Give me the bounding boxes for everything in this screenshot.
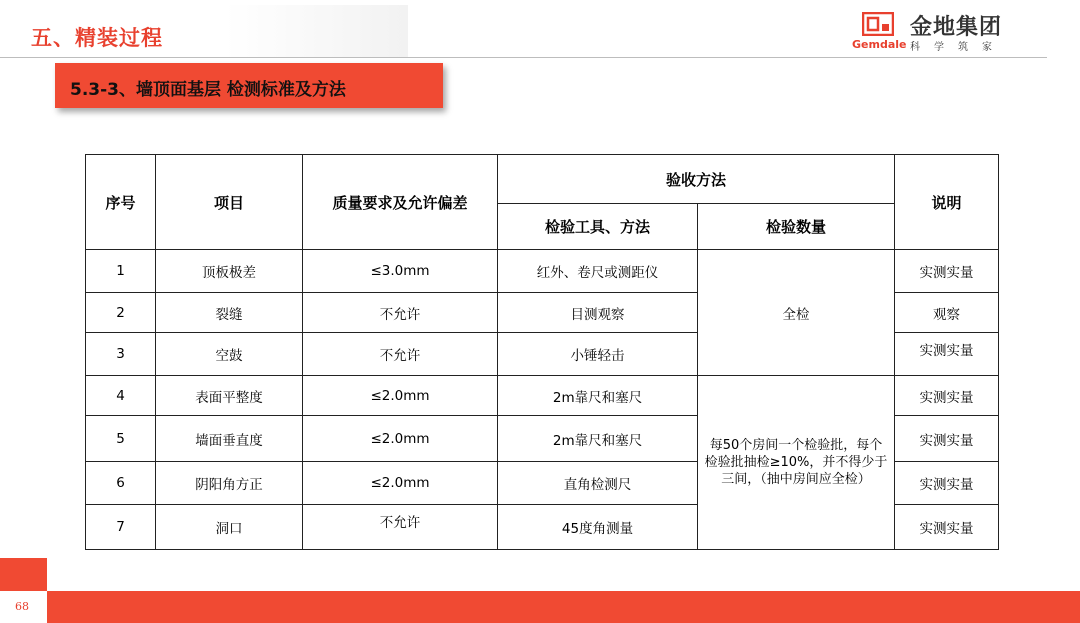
row-note: 观察 [895,293,999,333]
row-note: 实测实量 [895,333,999,376]
row-note: 实测实量 [895,505,999,550]
row-item: 阴阳角方正 [156,462,303,505]
header-index: 序号 [86,155,156,250]
logo-text-cn: 金地集团 [910,15,1003,40]
row-index: 5 [86,416,156,462]
logo-mark-icon [862,12,894,36]
row-note: 实测实量 [895,250,999,293]
row-item: 洞口 [156,505,303,550]
quantity-group-2: 每50个房间一个检验批，每个检验批抽检≥10%，并不得少于三间，（抽中房间应全检） [698,376,895,550]
company-logo [852,10,1037,52]
row-requirement: 不允许 [303,333,498,376]
row-index: 1 [86,250,156,293]
row-index: 6 [86,462,156,505]
row-index: 7 [86,505,156,550]
row-requirement: ≤2.0mm [303,416,498,462]
page-title: 五、精装过程 [31,26,163,50]
table-header-row [86,155,999,204]
row-index: 4 [86,376,156,416]
row-index: 2 [86,293,156,333]
footer-accent-block [0,558,47,591]
row-note: 实测实量 [895,376,999,416]
row-note: 实测实量 [895,416,999,462]
row-tool: 45度角测量 [498,505,698,550]
header-note: 说明 [895,155,999,250]
row-item: 空鼓 [156,333,303,376]
row-tool: 2m靠尺和塞尺 [498,416,698,462]
header-quantity: 检验数量 [698,204,895,250]
row-index: 3 [86,333,156,376]
header-divider [0,57,1047,58]
row-requirement: ≤2.0mm [303,462,498,505]
table-row [86,376,999,416]
row-tool: 红外、卷尺或测距仪 [498,250,698,293]
row-tool: 小锤轻击 [498,333,698,376]
logo-slogan: 科学筑家 [910,42,1006,53]
row-requirement: 不允许 [303,293,498,333]
row-item: 顶板极差 [156,250,303,293]
logo-text-en: Gemdale [852,38,907,51]
row-item: 表面平整度 [156,376,303,416]
section-banner [55,63,443,108]
row-requirement: 不允许 [303,505,498,550]
quantity-group-1: 全检 [698,250,895,376]
header-tool: 检验工具、方法 [498,204,698,250]
header-item: 项目 [156,155,303,250]
row-item: 裂缝 [156,293,303,333]
row-tool: 2m靠尺和塞尺 [498,376,698,416]
row-tool: 直角检测尺 [498,462,698,505]
row-note: 实测实量 [895,462,999,505]
row-requirement: ≤2.0mm [303,376,498,416]
row-tool: 目测观察 [498,293,698,333]
section-title: 5.3-3、墙顶面基层 检测标准及方法 [70,80,346,100]
page-number: 68 [15,600,29,613]
header-requirement: 质量要求及允许偏差 [303,155,498,250]
header-method-group: 验收方法 [498,155,895,204]
row-item: 墙面垂直度 [156,416,303,462]
row-requirement: ≤3.0mm [303,250,498,293]
table-row [86,250,999,293]
inspection-table [85,154,999,550]
footer-bar [47,591,1080,623]
